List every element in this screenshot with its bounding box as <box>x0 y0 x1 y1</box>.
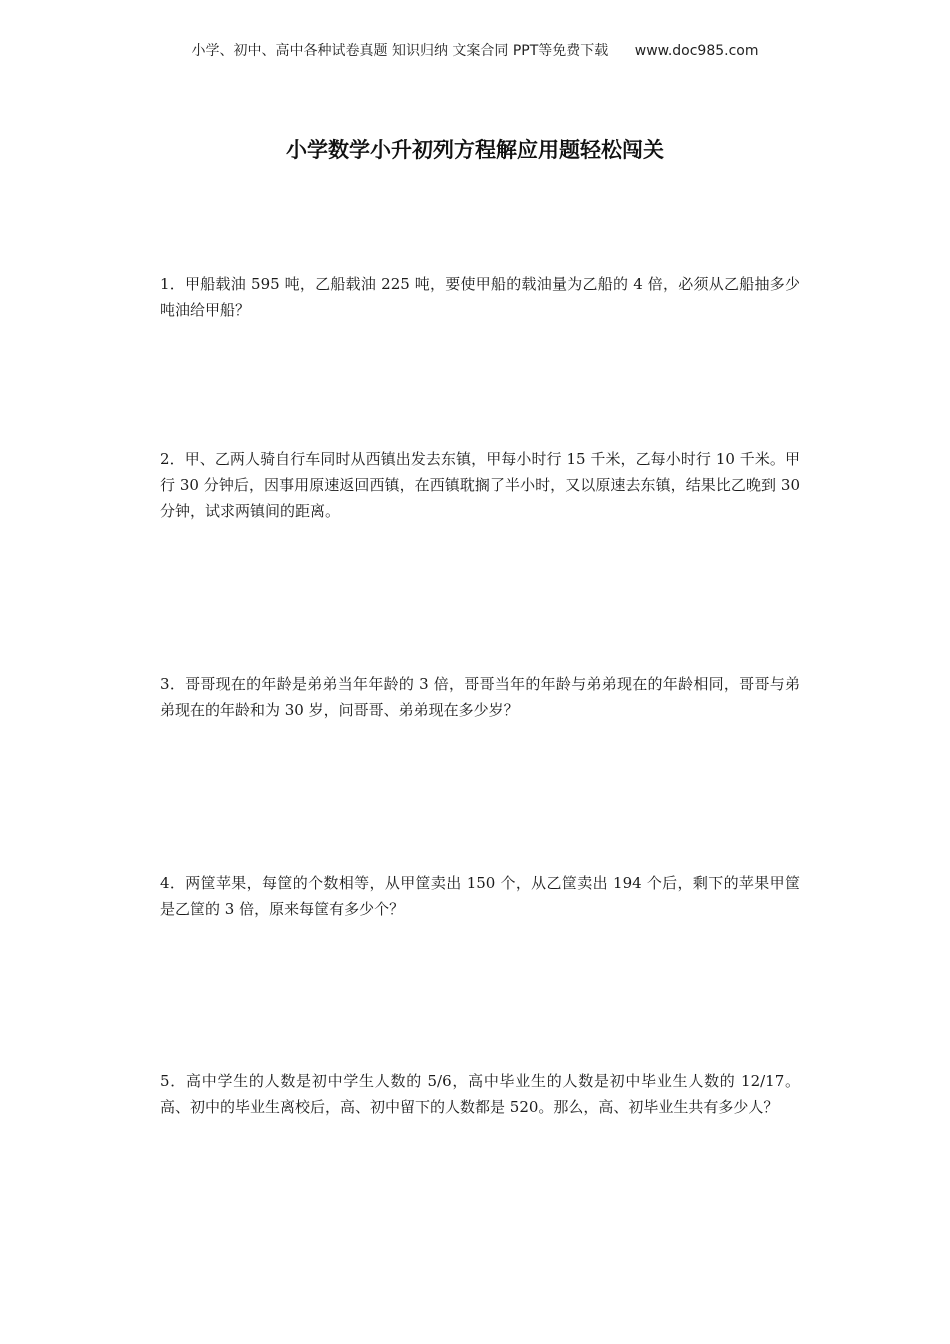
question-5: 5．高中学生的人数是初中学生人数的 5/6，高中毕业生的人数是初中毕业生人数的 12/17。高、初中的毕业生离校后，高、初中留下的人数都是 520。那么，高、初毕业生共有多少人？ <box>160 1072 800 1116</box>
header-site-link[interactable]: www.doc985.com <box>634 43 759 59</box>
header-text: 小学、初中、高中各种试卷真题 知识归纳 文案合同 PPT等免费下载 <box>191 43 609 59</box>
question-2: 2．甲、乙两人骑自行车同时从西镇出发去东镇，甲每小时行 15 千米，乙每小时行 10 千米。甲行 30 分钟后，因事用原速返回西镇，在西镇耽搁了半小时，又以原速去东镇，结果比乙晚到 30 分钟，试求两镇间的距离。 <box>160 450 800 520</box>
question-1: 1．甲船载油 595 吨，乙船载油 225 吨，要使甲船的载油量为乙船的 4 倍，必须从乙船抽多少吨油给甲船？ <box>160 275 800 319</box>
question-4: 4．两筐苹果，每筐的个数相等，从甲筐卖出 150 个，从乙筐卖出 194 个后，剩下的苹果甲筐是乙筐的 3 倍，原来每筐有多少个？ <box>160 874 800 918</box>
document-title: 小学数学小升初列方程解应用题轻松闯关 <box>286 138 664 162</box>
page-header <box>0 40 950 60</box>
question-3: 3．哥哥现在的年龄是弟弟当年年龄的 3 倍，哥哥当年的年龄与弟弟现在的年龄相同，哥哥与弟弟现在的年龄和为 30 岁，问哥哥、弟弟现在多少岁？ <box>160 675 800 719</box>
